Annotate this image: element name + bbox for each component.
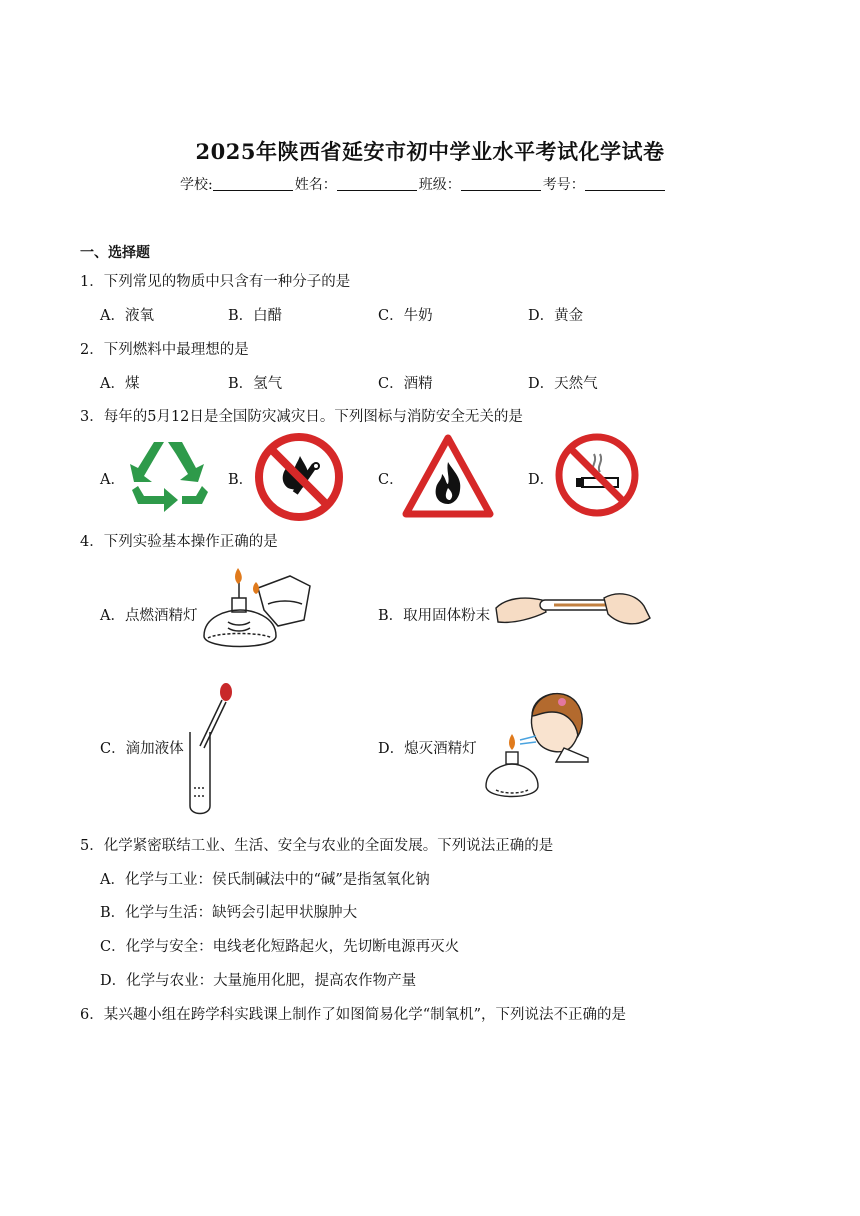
q1-option-b: B．白醋 [228,308,283,324]
question-6: 6．某兴趣小组在跨学科实践课上制作了如图简易化学“制氧机”，下列说法不正确的是 [80,1007,627,1023]
name-label: 姓名： [294,177,337,193]
taking-powder-figure [494,584,652,636]
dropper-figure [182,680,238,816]
question-1: 1．下列常见的物质中只含有一种分子的是 [80,274,351,290]
recycle-icon [124,438,212,514]
question-2: 2．下列燃料中最理想的是 [80,342,249,358]
q2-option-b: B．氢气 [228,376,283,392]
class-blank [461,176,541,191]
section-heading: 一、选择题 [80,245,150,261]
q5-option-b: B．化学与生活：缺钙会引起甲状腺肿大 [100,905,358,921]
q2-option-d: D．天然气 [528,376,598,392]
class-label: 班级： [418,177,461,193]
number-label: 考号： [542,177,585,193]
school-label: 学校: [180,177,213,193]
q1-option-a: A．液氧 [100,308,154,324]
lighting-alcohol-lamp-figure [198,566,316,658]
exam-title: 2025年陕西省延安市初中学业水平考试化学试卷 [195,139,665,164]
q1-option-c: C．牛奶 [378,308,433,324]
q1-option-d: D．黄金 [528,308,584,324]
question-4: 4．下列实验基本操作正确的是 [80,534,278,550]
question-5: 5．化学紧密联结工业、生活、安全与农业的全面发展。下列说法正确的是 [80,838,554,854]
q5-option-d: D．化学与农业：大量施用化肥，提高农作物产量 [100,973,417,989]
student-info-line [180,174,667,194]
q4-option-c: C．滴加液体 [100,741,184,757]
question-3: 3．每年的5月12日是全国防灾减灾日。下列图标与消防安全无关的是 [80,409,523,425]
no-smoking-icon [554,432,640,518]
q5-option-c: C．化学与安全：电线老化短路起火，先切断电源再灭火 [100,939,460,955]
blowing-out-lamp-figure [480,686,590,804]
flammable-warning-icon [402,434,494,518]
q3-option-b: B． [228,472,254,488]
q5-option-a: A．化学与工业：侯氏制碱法中的“碱”是指氢氧化钠 [100,872,430,888]
q2-option-a: A．煤 [100,376,140,392]
q4-option-d: D．熄灭酒精灯 [378,741,477,757]
no-fire-icon [254,432,344,522]
q2-option-c: C．酒精 [378,376,433,392]
q3-option-d: D． [528,472,555,488]
name-blank [337,176,417,191]
q3-option-a: A． [100,472,125,488]
school-blank [213,176,293,191]
q3-option-c: C． [378,472,404,488]
q4-option-b: B．取用固体粉末 [378,608,491,624]
q4-option-a: A．点燃酒精灯 [100,608,198,624]
number-blank [585,176,665,191]
